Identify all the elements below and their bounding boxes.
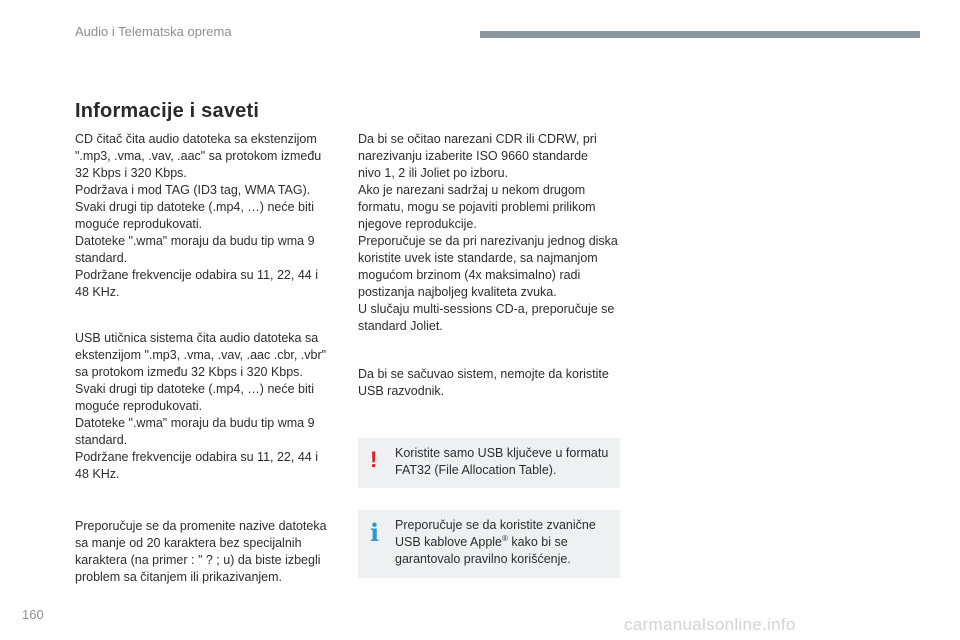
text-line: standard. [75, 433, 128, 447]
text-line: standard Joliet. [358, 319, 443, 333]
text-line: problem sa čitanjem ili prikazivanjem. [75, 570, 283, 584]
right-paragraph-cd-burning [358, 131, 620, 335]
text-line: koristite uvek iste standarde, sa najmanjom [358, 251, 598, 265]
info-note-text [395, 517, 615, 568]
text-line: Ako je narezani sadržaj u nekom drugom [358, 183, 586, 197]
header-accent-bar [480, 31, 920, 38]
text-line: Da bi se sačuvao sistem, nemojte da koristite [358, 367, 609, 381]
text-line: ".mp3, .vma, .vav, .aac" sa protokom između [75, 149, 322, 163]
info-note-line-2-end: kako bi se [507, 535, 568, 549]
page-number: 160 [22, 607, 44, 622]
text-line: Da bi se očitao narezani CDR ili CDRW, pri [358, 132, 597, 146]
text-line: narezivanju izaberite ISO 9660 standarde [358, 149, 589, 163]
text-line: 48 KHz. [75, 285, 120, 299]
text-line: Preporučuje se da pri narezivanju jednog diska [358, 234, 618, 248]
text-line: karaktera (na primer : " ? ; u) da biste izbegli [75, 553, 321, 567]
text-line: USB utičnica sistema čita audio datoteka sa [75, 331, 319, 345]
text-line: mogućom brzinom (4x maksimalno) radi [358, 268, 581, 282]
text-line: USB razvodnik. [358, 384, 445, 398]
text-line: formatu, mogu se pojaviti problemi prilikom [358, 200, 596, 214]
text-line: Svaki drugi tip datoteke (.mp4, …) neće biti [75, 200, 315, 214]
text-line: moguće reprodukovati. [75, 399, 203, 413]
running-header-title: Audio i Telematska oprema [75, 24, 232, 39]
text-line: ekstenzijom ".mp3, .vma, .vav, .aac .cbr, .vbr" [75, 348, 327, 362]
text-line: 32 Kbps i 320 Kbps. [75, 166, 187, 180]
text-line: U slučaju multi-sessions CD-a, preporučuje se [358, 302, 615, 316]
text-line: 48 KHz. [75, 467, 120, 481]
text-line: Podržane frekvencije odabira su 11, 22, 44 i [75, 450, 318, 464]
text-line: sa manje od 20 karaktera bez specijalnih [75, 536, 302, 550]
info-note-line-3: garantovalo pravilno korišćenje. [395, 552, 571, 566]
text-line: moguće reprodukovati. [75, 217, 203, 231]
info-icon: i [370, 518, 380, 547]
section-title: Informacije i saveti [75, 100, 260, 122]
text-line: Svaki drugi tip datoteke (.mp4, …) neće biti [75, 382, 315, 396]
warning-note-text [395, 445, 615, 479]
left-paragraph-file-naming [75, 518, 335, 586]
left-paragraph-cd-reader [75, 131, 335, 301]
left-paragraph-usb-socket [75, 330, 335, 483]
text-line: CD čitač čita audio datoteka sa ekstenzijom [75, 132, 317, 146]
watermark: carmanualsonline.info [624, 615, 796, 634]
text-line: Preporučuje se da promenite nazive datoteka [75, 519, 327, 533]
warning-note-box [358, 438, 620, 488]
text-line: Koristite samo USB ključeve u formatu [395, 446, 609, 460]
text-line: sa protokom između 32 Kbps i 320 Kbps. [75, 365, 303, 379]
registered-mark: ® [502, 533, 508, 543]
right-paragraph-usb-hub [358, 366, 620, 400]
warning-exclamation-icon: ! [370, 447, 378, 472]
text-line: standard. [75, 251, 128, 265]
info-note-line-2-start: USB kablove Apple [395, 535, 503, 549]
text-line: Podržava i mod TAG (ID3 tag, WMA TAG). [75, 183, 311, 197]
text-line: Datoteke ".wma" moraju da budu tip wma 9 [75, 234, 315, 248]
text-line: Datoteke ".wma" moraju da budu tip wma 9 [75, 416, 315, 430]
text-line: njegove reprodukcije. [358, 217, 477, 231]
info-note-box [358, 510, 620, 578]
text-line: nivo 1, 2 ili Joliet po izboru. [358, 166, 509, 180]
info-note-line-2 [395, 534, 615, 551]
text-line: postizanja najboljeg kvaliteta zvuka. [358, 285, 557, 299]
text-line: FAT32 (File Allocation Table). [395, 463, 557, 477]
info-note-line-1: Preporučuje se da koristite zvanične [395, 518, 596, 532]
text-line: Podržane frekvencije odabira su 11, 22, 44 i [75, 268, 318, 282]
